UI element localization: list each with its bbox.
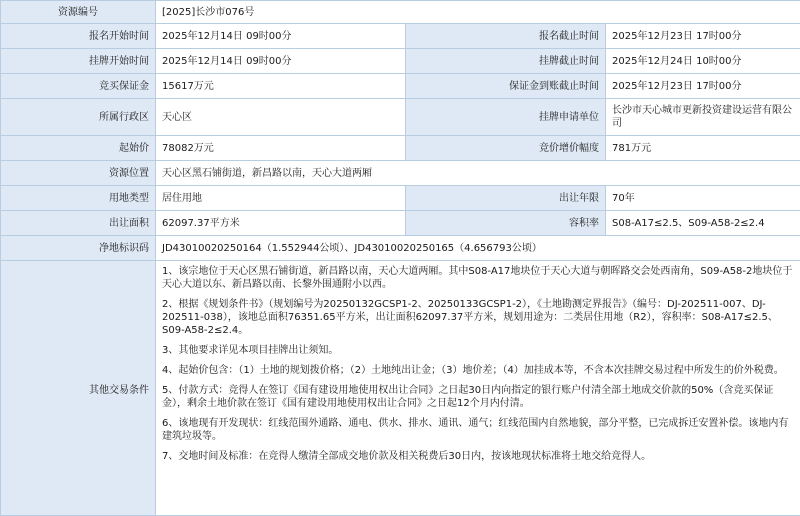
- land-use-value: 居住用地: [156, 186, 406, 211]
- district-value: 天心区: [156, 99, 406, 136]
- row-land-use: [1, 186, 800, 211]
- row-parcel-ids: [1, 236, 800, 261]
- row-deposit: [1, 74, 800, 99]
- listing-start-value: 2025年12月14日 09时00分: [156, 49, 406, 74]
- clause-2: 2、根据《规划条件书》（规划编号为20250132GCSP1-2、20250133GCSP1-2），《土地勘测定界报告》（编号：DJ-202511-007、DJ-202511-038），该地总面积76351.65平方米，出让面积62097.37平方米，规划用途为：二类居住用地（R2），容积率：S08-A17≤2.5、S09-A58-2≤2.4。: [162, 298, 794, 337]
- listing-end-label: 挂牌截止时间: [406, 49, 606, 74]
- location-label: 资源位置: [1, 161, 156, 186]
- signup-start-label: 报名开始时间: [1, 24, 156, 49]
- other-terms-label: 其他交易条件: [1, 261, 156, 516]
- row-resource-no: [1, 1, 800, 24]
- clause-5: 5、付款方式：竞得人在签订《国有建设用地使用权出让合同》之日起30日内向指定的银行账户付清全部土地成交价款的50%（含竞买保证金），剩余土地价款在签订《国有建设用地使用权出让合同》之日起12个月内付清。: [162, 384, 794, 410]
- location-value: 天心区黑石铺街道，新昌路以南，天心大道两厢: [156, 161, 800, 186]
- row-district: [1, 99, 800, 136]
- deposit-deadline-label: 保证金到账截止时间: [406, 74, 606, 99]
- row-location: [1, 161, 800, 186]
- start-price-value: 78082万元: [156, 136, 406, 161]
- listing-end-value: 2025年12月24日 10时00分: [606, 49, 800, 74]
- far-label: 容积率: [406, 211, 606, 236]
- start-price-label: 起始价: [1, 136, 156, 161]
- deposit-label: 竞买保证金: [1, 74, 156, 99]
- far-value: S08-A17≤2.5、S09-A58-2≤2.4: [606, 211, 800, 236]
- row-area: [1, 211, 800, 236]
- applicant-value: 长沙市天心城市更新投资建设运营有限公司: [606, 99, 800, 136]
- resource-no-value: [2025]长沙市076号: [156, 1, 800, 24]
- clause-7: 7、交地时间及标准：在竞得人缴清全部成交地价款及相关税费后30日内，按该地现状标准将土地交给竞得人。: [162, 450, 794, 463]
- row-listing: [1, 49, 800, 74]
- land-use-label: 用地类型: [1, 186, 156, 211]
- signup-start-value: 2025年12月14日 09时00分: [156, 24, 406, 49]
- clause-6: 6、该地现有开发现状：红线范围外通路、通电、供水、排水、通讯、通气；红线范围内自然地貌，部分平整，已完成拆迁安置补偿。该地内有建筑垃圾等。: [162, 417, 794, 443]
- other-terms-value: [156, 261, 800, 516]
- row-signup: [1, 24, 800, 49]
- deposit-deadline-value: 2025年12月23日 17时00分: [606, 74, 800, 99]
- listing-start-label: 挂牌开始时间: [1, 49, 156, 74]
- term-value: 70年: [606, 186, 800, 211]
- bid-increment-label: 竞价增价幅度: [406, 136, 606, 161]
- area-value: 62097.37平方米: [156, 211, 406, 236]
- deposit-value: 15617万元: [156, 74, 406, 99]
- parcel-ids-value: JD43010020250164（1.552944公顷）、JD43010020250165（4.656793公顷）: [156, 236, 800, 261]
- applicant-label: 挂牌申请单位: [406, 99, 606, 136]
- row-other-terms: [1, 261, 800, 516]
- signup-end-label: 报名截止时间: [406, 24, 606, 49]
- area-label: 出让面积: [1, 211, 156, 236]
- parcel-ids-label: 净地标识码: [1, 236, 156, 261]
- clause-4: 4、起始价包含：（1）土地的规划拨价格；（2）土地纯出让金；（3）地价差；（4）加挂成本等，不含本次挂牌交易过程中所发生的价外税费。: [162, 364, 794, 377]
- row-price: [1, 136, 800, 161]
- clause-3: 3、其他要求详见本项目挂牌出让须知。: [162, 344, 794, 357]
- resource-no-label: 资源编号: [1, 1, 156, 24]
- term-label: 出让年限: [406, 186, 606, 211]
- bid-increment-value: 781万元: [606, 136, 800, 161]
- clause-1: 1、该宗地位于天心区黑石铺街道，新昌路以南，天心大道两厢。其中S08-A17地块位于天心大道与朝晖路交会处西南角，S09-A58-2地块位于天心大道以东、新昌路以南、长黎外围通附小以西。: [162, 265, 794, 291]
- district-label: 所属行政区: [1, 99, 156, 136]
- signup-end-value: 2025年12月23日 17时00分: [606, 24, 800, 49]
